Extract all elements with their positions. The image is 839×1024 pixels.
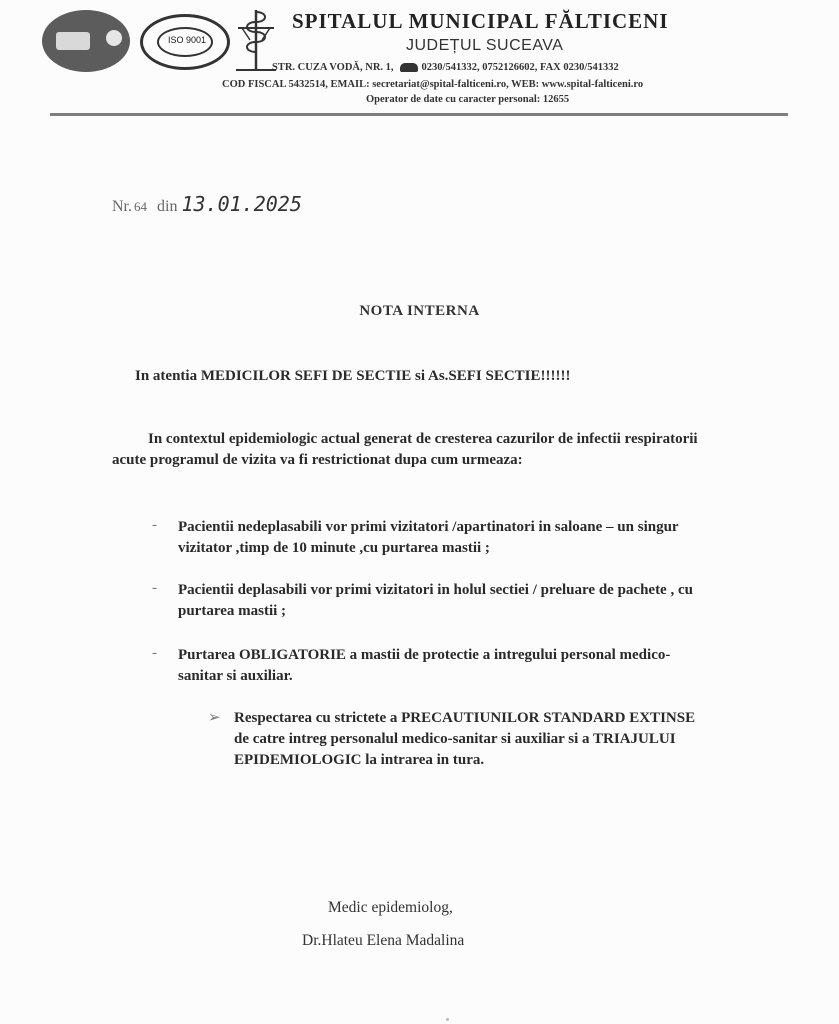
dash-marker: -: [152, 580, 157, 596]
scan-speck: [446, 1018, 449, 1021]
nr-label: Nr.: [112, 198, 132, 215]
logo-block: [56, 32, 90, 50]
signature-name: Dr.Hlateu Elena Madalina: [302, 932, 465, 949]
iso-certification-logo: [140, 14, 230, 70]
address-line: [272, 62, 619, 73]
hospital-name: SPITALUL MUNICIPAL FĂLTICENI: [292, 9, 669, 33]
address-text: STR. CUZA VODĂ, NR. 1,: [272, 62, 394, 73]
hospital-logo: [42, 10, 130, 72]
registration-number: 64: [134, 199, 147, 214]
din-label: din: [157, 198, 178, 215]
list-item-text: Respectarea cu strictete a PRECAUTIUNILOR STANDARD EXTINSE de catre intreg personalul medico-sanitar si auxiliar si a TRIAJULUI EPIDEMIOLOGIC la intrarea in tura.: [234, 710, 696, 768]
logo-dot: [106, 30, 122, 46]
registration-date: 13.01.2025: [181, 192, 302, 216]
intro-paragraph: In contextul epidemiologic actual generat de cresterea cazurilor de infectii respiratorii acute programul de vizita va fi restrictionat dupa cum urmeaza:: [112, 431, 698, 468]
fiscal-contact-line: COD FISCAL 5432514, EMAIL: secretariat@spital-falticeni.ro, WEB: www.spital-falticeni.ro: [222, 79, 644, 90]
list-item-text: Pacientii deplasabili vor primi vizitatori in holul sectiei / preluare de pachete , cu purtarea mastii ;: [178, 582, 693, 619]
phone-numbers: 0230/541332, 0752126602, FAX 0230/541332: [421, 62, 619, 73]
dash-marker: -: [152, 517, 157, 533]
data-operator-line: Operator de date cu caracter personal: 12655: [366, 94, 570, 105]
document-title: NOTA INTERNA: [359, 303, 480, 319]
arrow-bullet-icon: ➢: [208, 710, 221, 726]
header-divider: [50, 113, 788, 116]
registration-line: [112, 192, 302, 216]
signature-role: Medic epidemiolog,: [328, 899, 453, 916]
attention-line: In atentia MEDICILOR SEFI DE SECTIE si As.SEFI SECTIE!!!!!!: [135, 368, 571, 384]
list-item-text: Pacientii nedeplasabili vor primi vizitatori /apartinatori in saloane – un singur vizitator ,timp de 10 minute ,cu purtarea mastii ;: [178, 519, 679, 556]
phone-icon: [400, 63, 418, 72]
list-item-text: Purtarea OBLIGATORIE a mastii de protectie a intregului personal medico-sanitar si auxiliar.: [178, 647, 671, 684]
iso-label: ISO 9001: [167, 35, 207, 45]
dash-marker: -: [152, 645, 157, 661]
county-name: JUDEȚUL SUCEAVA: [406, 37, 564, 54]
